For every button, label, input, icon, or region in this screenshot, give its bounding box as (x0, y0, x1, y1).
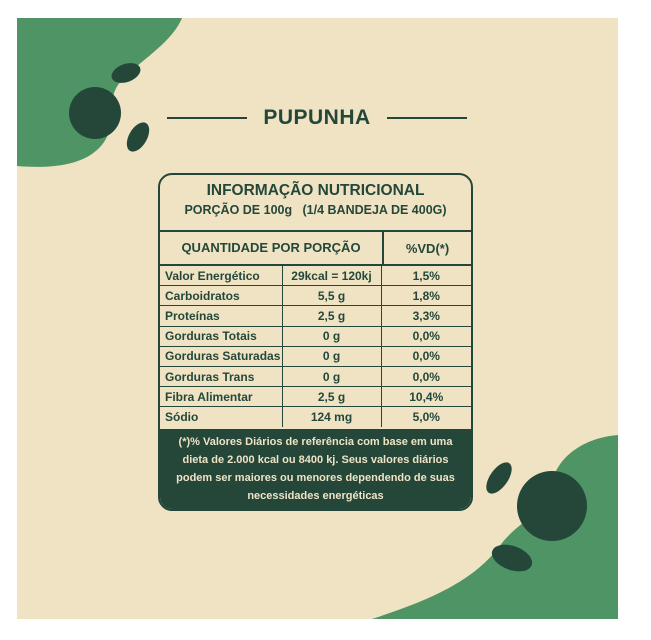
table-row (160, 326, 471, 346)
nutrition-table (160, 266, 471, 427)
column-vd: %VD(*) (405, 240, 450, 256)
table-row (160, 266, 471, 286)
table-row (160, 346, 471, 366)
nutrient-value: 0 g (282, 366, 381, 386)
nutrient-vd: 1,8% (381, 286, 471, 306)
column-headers (160, 232, 471, 266)
nutrient-vd: 0,0% (381, 326, 471, 346)
table-row (160, 286, 471, 306)
product-title: PUPUNHA (263, 106, 371, 129)
bottom-right-dark-circle (517, 471, 587, 541)
portion-size: PORÇÃO DE 100g (1/4 BANDEJA DE 400G) (184, 203, 447, 217)
nutrition-title: INFORMAÇÃO NUTRICIONAL (206, 182, 425, 199)
nutrient-value: 5,5 g (282, 286, 381, 306)
daily-values-footnote: (*)% Valores Diários de referência com base em uma dieta de 2.000 kcal ou 8400 kj. Seus valores diários podem ser maiores ou menores dependendo de suas necessidades energéticas (160, 429, 471, 509)
nutrient-name: Fibra Alimentar (160, 387, 282, 407)
top-left-seed-2 (122, 119, 154, 156)
column-quantity: QUANTIDADE POR PORÇÃO (160, 232, 384, 264)
nutrient-name: Sódio (160, 407, 282, 427)
table-row (160, 387, 471, 407)
label-panel (17, 18, 618, 619)
bottom-right-seed-1 (481, 458, 516, 498)
title-line-right (387, 117, 467, 119)
title-line-left (167, 117, 247, 119)
nutrition-header (160, 175, 471, 232)
nutrient-name: Proteínas (160, 306, 282, 326)
nutrient-vd: 0,0% (381, 366, 471, 386)
top-left-dark-circle (69, 87, 121, 139)
nutrient-value: 124 mg (282, 407, 381, 427)
nutrient-vd: 0,0% (381, 346, 471, 366)
nutrient-value: 2,5 g (282, 306, 381, 326)
nutrient-value: 29kcal = 120kj (282, 266, 381, 286)
table-row (160, 366, 471, 386)
nutrient-value: 2,5 g (282, 387, 381, 407)
nutrient-name: Gorduras Totais (160, 326, 282, 346)
nutrient-value: 0 g (282, 346, 381, 366)
nutrient-vd: 3,3% (381, 306, 471, 326)
nutrient-name: Gorduras Trans (160, 366, 282, 386)
nutrient-vd: 1,5% (381, 266, 471, 286)
nutrition-facts-card (158, 173, 473, 511)
title-row (167, 103, 467, 133)
nutrient-name: Carboidratos (160, 286, 282, 306)
nutrient-vd: 5,0% (412, 409, 440, 424)
nutrient-name: Gorduras Saturadas (160, 346, 282, 366)
nutrient-name: Valor Energético (160, 266, 282, 286)
table-row (160, 306, 471, 326)
table-row (160, 407, 471, 427)
nutrient-vd: 10,4% (381, 387, 471, 407)
nutrient-value: 0 g (282, 326, 381, 346)
